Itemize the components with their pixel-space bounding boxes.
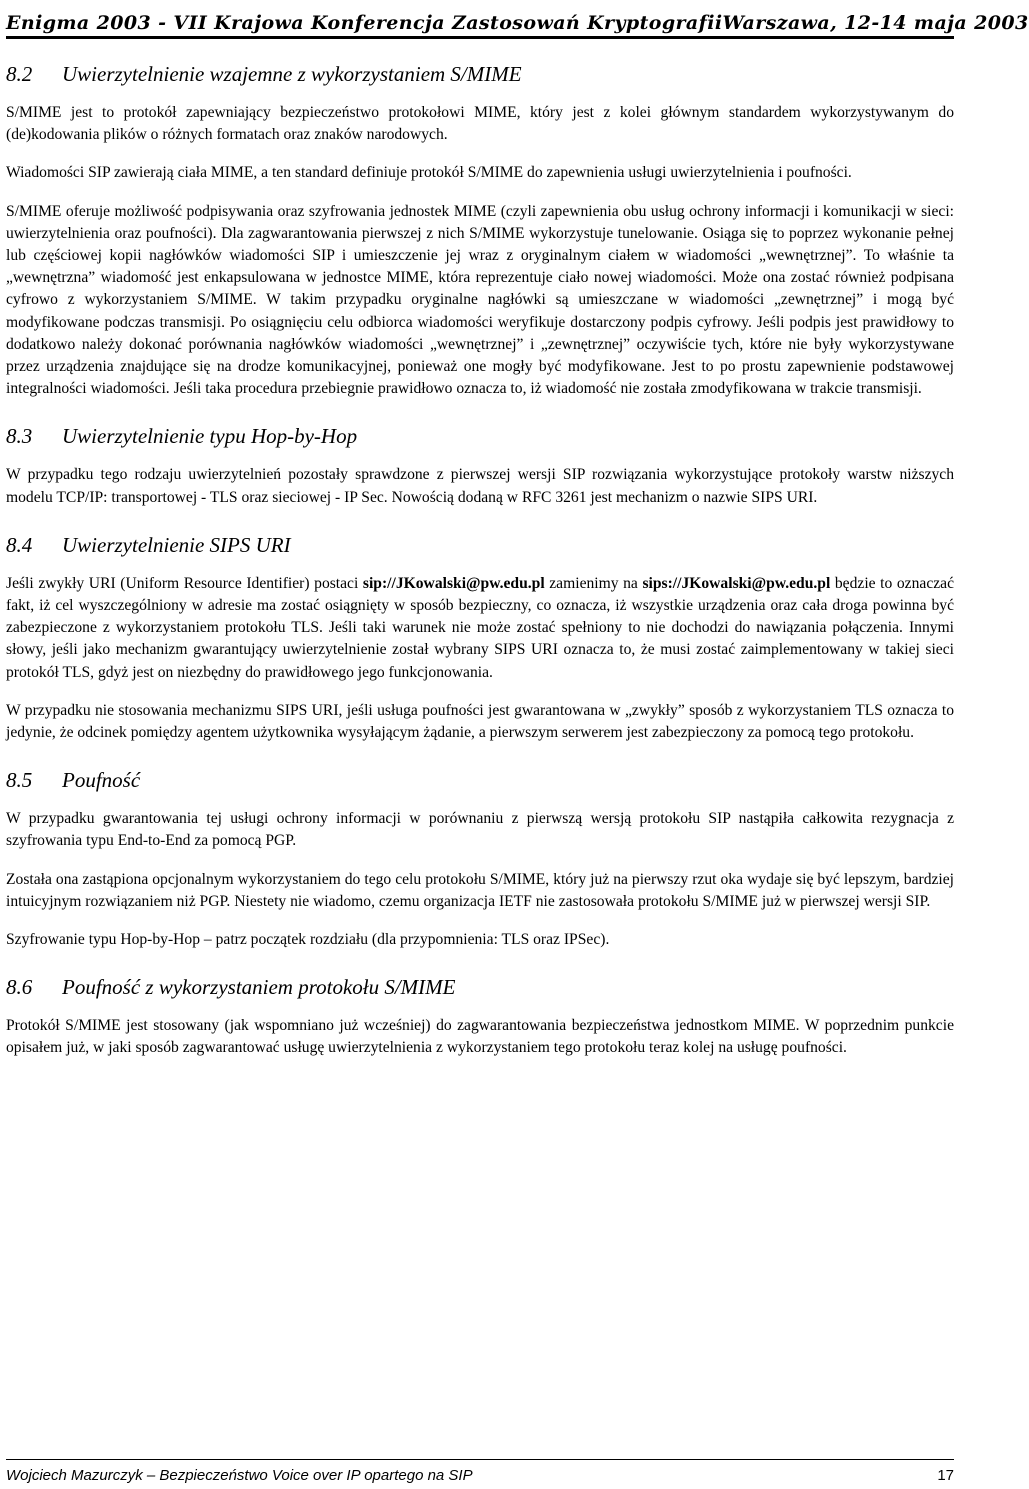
paragraph: W przypadku gwarantowania tej usługi ochrony informacji w porównaniu z pierwszą wersją protokołu SIP nastąpiła całkowita rezygnacja z szyfrowania typu End-to-End za pomocą PGP. — [6, 810, 954, 850]
paragraph: Została ona zastąpiona opcjonalnym wykorzystaniem do tego celu protokołu S/MIME, który już na pierwszy rzut oka wydaje się być lepszym, bardziej intuicyjnym rozwiązaniem niż PGP. Niestety nie wiadomo, czemu organizacja IETF nie zastosowała protokołu S/MIME już w pierwszej wersji SIP. — [6, 870, 954, 910]
running-header — [6, 6, 1029, 34]
section-8-5 — [6, 766, 954, 951]
footer-rule — [6, 1459, 954, 1460]
section-number: 8.5 — [6, 768, 33, 793]
paragraph: Szyfrowanie typu Hop-by-Hop – patrz początek rozdziału (dla przypomnienia: TLS oraz IPSec). — [6, 931, 610, 949]
section-heading — [6, 973, 954, 1001]
page-content — [6, 60, 954, 1076]
text-run: Jeśli zwykły URI (Uniform Resource Identifier) postaci — [6, 574, 363, 592]
section-heading — [6, 531, 954, 559]
text-run: zamienimy na — [544, 574, 643, 592]
section-heading — [6, 60, 954, 88]
section-title: Poufność z wykorzystaniem protokołu S/MIME — [62, 975, 456, 1000]
section-heading — [6, 766, 954, 794]
section-8-4 — [6, 531, 954, 744]
paragraph: Protokół S/MIME jest stosowany (jak wspomniano już wcześniej) do zagwarantowania bezpieczeństwa jednostkom MIME. W poprzednim punkcie opisałem już, w jaki sposób zagwarantować usługę uwierzytelnienia z wykorzystaniem tego protokołu teraz kolej na usługę poufności. — [6, 1017, 954, 1057]
paragraph: S/MIME jest to protokół zapewniający bezpieczeństwo protokołowi MIME, który jest z kolei głównym standardem wykorzystywanym do (de)kodowania plików o różnych formatach oraz znaków narodowych. — [6, 104, 954, 144]
section-number: 8.4 — [6, 532, 33, 557]
section-8-2 — [6, 60, 954, 400]
section-number: 8.6 — [6, 975, 33, 1000]
paragraph: Wiadomości SIP zawierają ciała MIME, a ten standard definiuje protokół S/MIME do zapewnienia usługi uwierzytelnienia i poufności. — [6, 164, 852, 182]
running-footer — [6, 1465, 954, 1485]
sip-uri: sip://JKowalski@pw.edu.pl — [362, 574, 545, 592]
header-conference: Enigma 2003 - VII Krajowa Konferencja Zastosowań Kryptografii — [6, 12, 723, 34]
section-heading — [6, 422, 954, 450]
section-8-6 — [6, 973, 954, 1059]
paragraph: W przypadku nie stosowania mechanizmu SIPS URI, jeśli usługa poufności jest gwarantowana w „zwykły” sposób z wykorzystaniem TLS oznacza to jedynie, że odcinek pomiędzy agentem użytkownika wysyłającym żądanie, a pierwszym serwerem jest zabezpieczony za pomocą tego protokołu. — [6, 701, 954, 742]
section-title: Uwierzytelnienie wzajemne z wykorzystaniem S/MIME — [62, 62, 522, 86]
sips-uri: sips://JKowalski@pw.edu.pl — [642, 574, 831, 592]
section-title: Uwierzytelnienie SIPS URI — [62, 532, 291, 557]
text-run: będzie to oznaczać fakt, iż cel wyszczególniony w adresie ma zostać osiągnięty w sposób bezpieczny, co oznacza, iż wszystkie urządzenia oraz cała droga powinna być zabezpieczone z wykorzystaniem protokołu TLS. Jeśli taki warunek nie może zostać spełniony to nie dochodzi do nawiązania połączenia. Innymi słowy, jeśli jako mechanizm gwarantujący uwierzytelnienie został wybrany SIPS URI oznacza to, że musi zostać zaimplementowany w takiej sieci protokół TLS, gdyż jest on niezbędny do prawidłowego jego funkcjonowania. — [6, 574, 955, 681]
section-8-3 — [6, 422, 954, 508]
section-number: 8.2 — [6, 62, 33, 86]
paragraph: S/MIME oferuje możliwość podpisywania oraz szyfrowania jednostek MIME (czyli zapewnienia obu usług ochrony informacji i komunikacji w sieci: uwierzytelnienia oraz poufności). Dla zagwarantowania pierwszej z nich S/MIME wykorzystuje tunelowanie. Osiąga się to poprzez wykonanie pełnej lub częściowej kopii nagłówków wiadomości SIP i umieszczenie jej wraz z oryginalnym ciałem w wiadomości „wewnętrznej”. To właśnie ta „wewnętrzna” wiadomość jest enkapsulowana w jednostce MIME, która reprezentuje ciało nowej wiadomości. Może ona zostać również podpisana cyfrowo z wykorzystaniem S/MIME. W takim przypadku oryginalne nagłówki są umieszczane w wiadomości „zewnętrznej” i mogą być modyfikowane podczas transmisji. Po osiągnięciu celu odbiorca wiadomości weryfikuje dostarczony podpis cyfrowy. Jeśli podpis jest prawidłowy to dodatkowo należy dokonać porównania nagłówków wiadomości „wewnętrznej” i „zewnętrznej” oczywiście tych, które nie były wykorzystywane przez urządzenia znajdujące się na drodze komunikacyjnej, ponieważ one mogły być modyfikowane. Jest to po prostu zapewnienie podstawowej integralności wiadomości. Jeśli taka procedura przebiegnie prawidłowo oznacza to, iż wiadomość nie została zmodyfikowana w trakcie transmisji. — [6, 202, 954, 398]
section-number: 8.3 — [6, 424, 33, 449]
footer-author-title: Wojciech Mazurczyk – Bezpieczeństwo Voice over IP opartego na SIP — [6, 1466, 473, 1484]
paragraph — [6, 573, 954, 684]
paragraph: W przypadku tego rodzaju uwierzytelnień pozostały sprawdzone z pierwszej wersji SIP rozwiązania wykorzystujące protokoły warstw niższych modelu TCP/IP: transportowej - TLS oraz sieciowej - IP Sec. Nowością dodaną w RFC 3261 jest mechanizm o nazwie SIPS URI. — [6, 466, 954, 506]
section-title: Poufność — [62, 768, 141, 793]
header-place-date: Warszawa, 12-14 maja 2003 — [722, 12, 1029, 34]
page-number: 17 — [937, 1466, 954, 1484]
header-rule — [6, 36, 954, 39]
section-title: Uwierzytelnienie typu Hop-by-Hop — [62, 424, 358, 449]
